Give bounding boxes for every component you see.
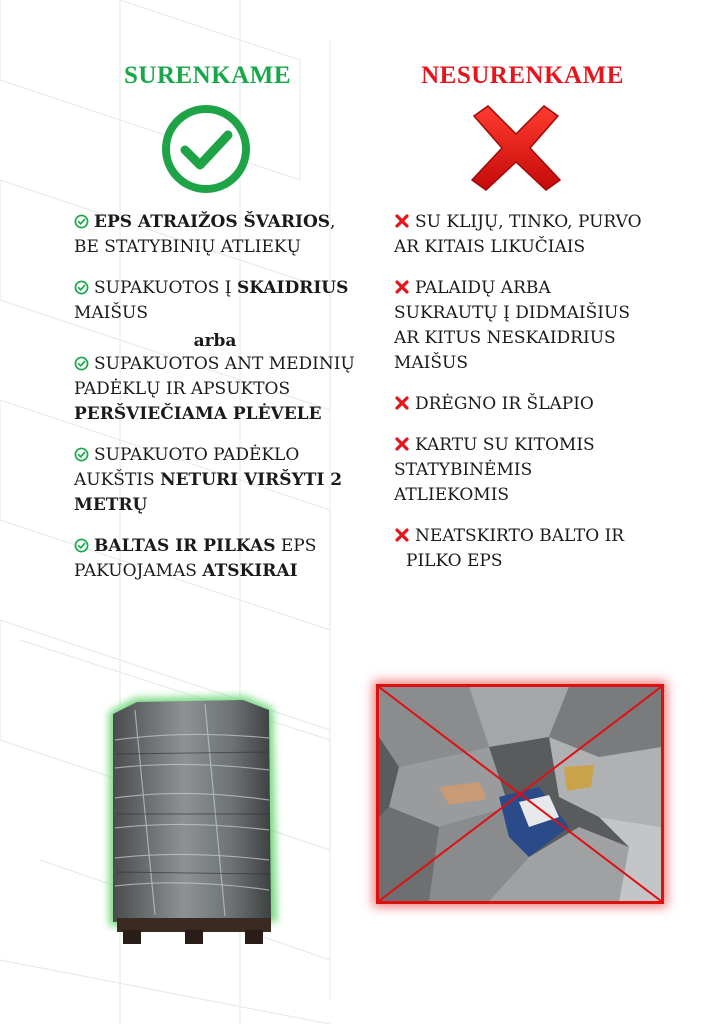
- collect-item-3-line-2: PADĖKLŲ IR APSUKTOS: [74, 379, 291, 399]
- collect-item-1-line-2: BE STATYBINIŲ ATLIEKŲ: [74, 237, 301, 257]
- collect-item-2-text: SUPAKUOTOS Į: [94, 278, 237, 298]
- reject-item-4-line-3: ATLIEKOMIS: [394, 485, 510, 505]
- check-circle-icon: [74, 214, 89, 229]
- collect-item-1-bold: EPS ATRAIŽOS ŠVARIOS: [94, 212, 331, 232]
- reject-item-1: [380, 210, 680, 260]
- collect-item-3: [60, 352, 370, 427]
- check-circle-icon: [74, 538, 89, 553]
- collect-item-2-bold: SKAIDRIUS: [236, 278, 349, 298]
- collect-item-2: [60, 276, 370, 326]
- reject-item-2-line-4: MAIŠUS: [394, 353, 469, 373]
- reject-item-3: [380, 392, 680, 417]
- collect-item-1-comma: ,: [330, 212, 336, 232]
- collect-title: SURENKAME: [123, 62, 291, 89]
- reject-item-5: [380, 524, 680, 574]
- reject-item-4: [380, 433, 680, 508]
- reject-item-4-line-2: STATYBINĖMIS: [394, 460, 533, 480]
- reject-item-2: [380, 276, 680, 376]
- collect-item-4: [60, 443, 370, 518]
- red-x-icon: [394, 395, 410, 411]
- collect-item-5-text: EPS: [275, 536, 317, 556]
- collect-item-2-line-2: MAIŠUS: [74, 303, 149, 323]
- collect-item-4-text: AUKŠTIS: [74, 470, 161, 490]
- collect-list: [60, 210, 370, 600]
- big-check-circle-icon: [160, 103, 252, 195]
- check-circle-icon: [74, 280, 89, 295]
- collect-item-3-line-3: PERŠVIEČIAMA PLĖVELE: [74, 404, 322, 424]
- reject-item-2-line-2: SUKRAUTŲ Į DIDMAIŠIUS: [394, 303, 630, 323]
- separator-arba: arba: [193, 331, 237, 351]
- collect-item-4-bold: NETURI VIRŠYTI 2: [160, 470, 343, 490]
- big-red-x-icon: [468, 104, 564, 192]
- collect-item-5: [60, 534, 370, 584]
- collect-item-5-bold: BALTAS IR PILKAS: [94, 536, 276, 556]
- wrapped-pallet-photo: [95, 690, 285, 952]
- debris-illustration: [379, 687, 661, 901]
- collect-item-5-text-2: PAKUOJAMAS: [74, 561, 203, 581]
- reject-item-1-line-1: SU KLIJŲ, TINKO, PURVO: [415, 212, 642, 232]
- reject-item-2-line-3: AR KITUS NESKAIDRIUS: [394, 328, 616, 348]
- collect-item-4-line-1: SUPAKUOTO PADĖKLO: [94, 445, 300, 465]
- reject-item-3-line-1: DRĖGNO IR ŠLAPIO: [415, 394, 594, 414]
- reject-item-2-line-1: PALAIDŲ ARBA: [415, 278, 551, 298]
- check-circle-icon: [74, 447, 89, 462]
- mixed-debris-photo: [376, 684, 664, 904]
- reject-title: NESURENKAME: [421, 62, 624, 89]
- red-x-icon: [394, 527, 410, 543]
- check-circle-icon: [74, 356, 89, 371]
- collect-item-5-bold-2: ATSKIRAI: [202, 561, 298, 581]
- reject-list: [380, 210, 680, 590]
- collect-item-1: [60, 210, 370, 260]
- reject-item-5-line-1: NEATSKIRTO BALTO IR: [415, 526, 625, 546]
- red-x-icon: [394, 279, 410, 295]
- reject-item-5-line-2: PILKO EPS: [406, 551, 503, 571]
- collect-item-3-line-1: SUPAKUOTOS ANT MEDINIŲ: [94, 354, 355, 374]
- red-x-icon: [394, 213, 410, 229]
- collect-item-4-line-3: METRŲ: [74, 495, 148, 515]
- reject-item-1-line-2: AR KITAIS LIKUČIAIS: [394, 237, 586, 257]
- red-x-icon: [394, 436, 410, 452]
- reject-item-4-line-1: KARTU SU KITOMIS: [415, 435, 595, 455]
